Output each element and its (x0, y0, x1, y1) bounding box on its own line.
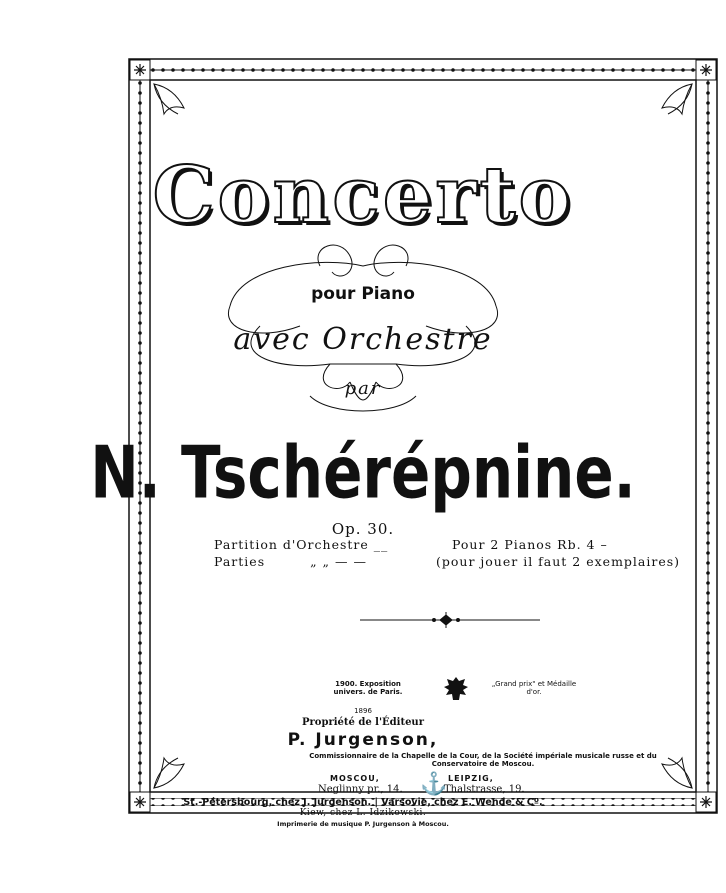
edition-row (214, 554, 367, 569)
opus-number: Op. 30. (331, 520, 395, 538)
edition-filler: __ (373, 537, 389, 552)
anchor-icon: ⚓ (420, 772, 448, 797)
address-leipzig: Thalstrasse, 19. (444, 784, 525, 795)
edition-label: Parties (214, 554, 266, 569)
kiev-line: Kiew, chez L. Idzikowski. (299, 808, 427, 818)
award-right: „Grand prix" et Médaille d'or. (491, 680, 577, 696)
by-label: par (344, 378, 382, 399)
property-line: Propriété de l'Éditeur (302, 717, 424, 728)
subtitle-avec-orchestre: avec Orchestre (233, 322, 493, 357)
edition-filler: „ „ — — (310, 554, 367, 569)
branches-line: St.-Pétersbourg, chez J. Jurgenson. | Varsovie, chez E. Wende & Cº. (183, 797, 543, 808)
composer-name: N. Tschérépnine. (90, 430, 636, 515)
publisher-name: P. Jurgenson, (287, 730, 439, 750)
edition-row (214, 537, 388, 552)
edition-label: Partition d'Orchestre (214, 537, 369, 552)
award-year: 1896 (354, 707, 372, 715)
work-title: Concerto (152, 150, 574, 241)
city-leipzig: LEIPZIG, (448, 774, 494, 783)
printer-line: Imprimerie de musique P. Jurgenson à Moscou. (277, 820, 449, 828)
subtitle-pour-piano: pour Piano (311, 284, 415, 304)
city-moscow: MOSCOU, (330, 774, 380, 783)
edition-price: Pour 2 Pianos Rb. 4 – (452, 537, 608, 552)
edition-note: (pour jouer il faut 2 exemplaires) (436, 554, 681, 569)
imperial-eagle-icon (440, 673, 472, 705)
divider-ornament (360, 610, 540, 630)
publisher-appointment: Commissionnaire de la Chapelle de la Cour, de la Société impériale musicale russe et du Conservatoire de Moscou. (309, 752, 657, 768)
award-left: 1900. Exposition univers. de Paris. (333, 680, 403, 696)
address-moscow: Neglinny pr., 14. (318, 784, 403, 795)
